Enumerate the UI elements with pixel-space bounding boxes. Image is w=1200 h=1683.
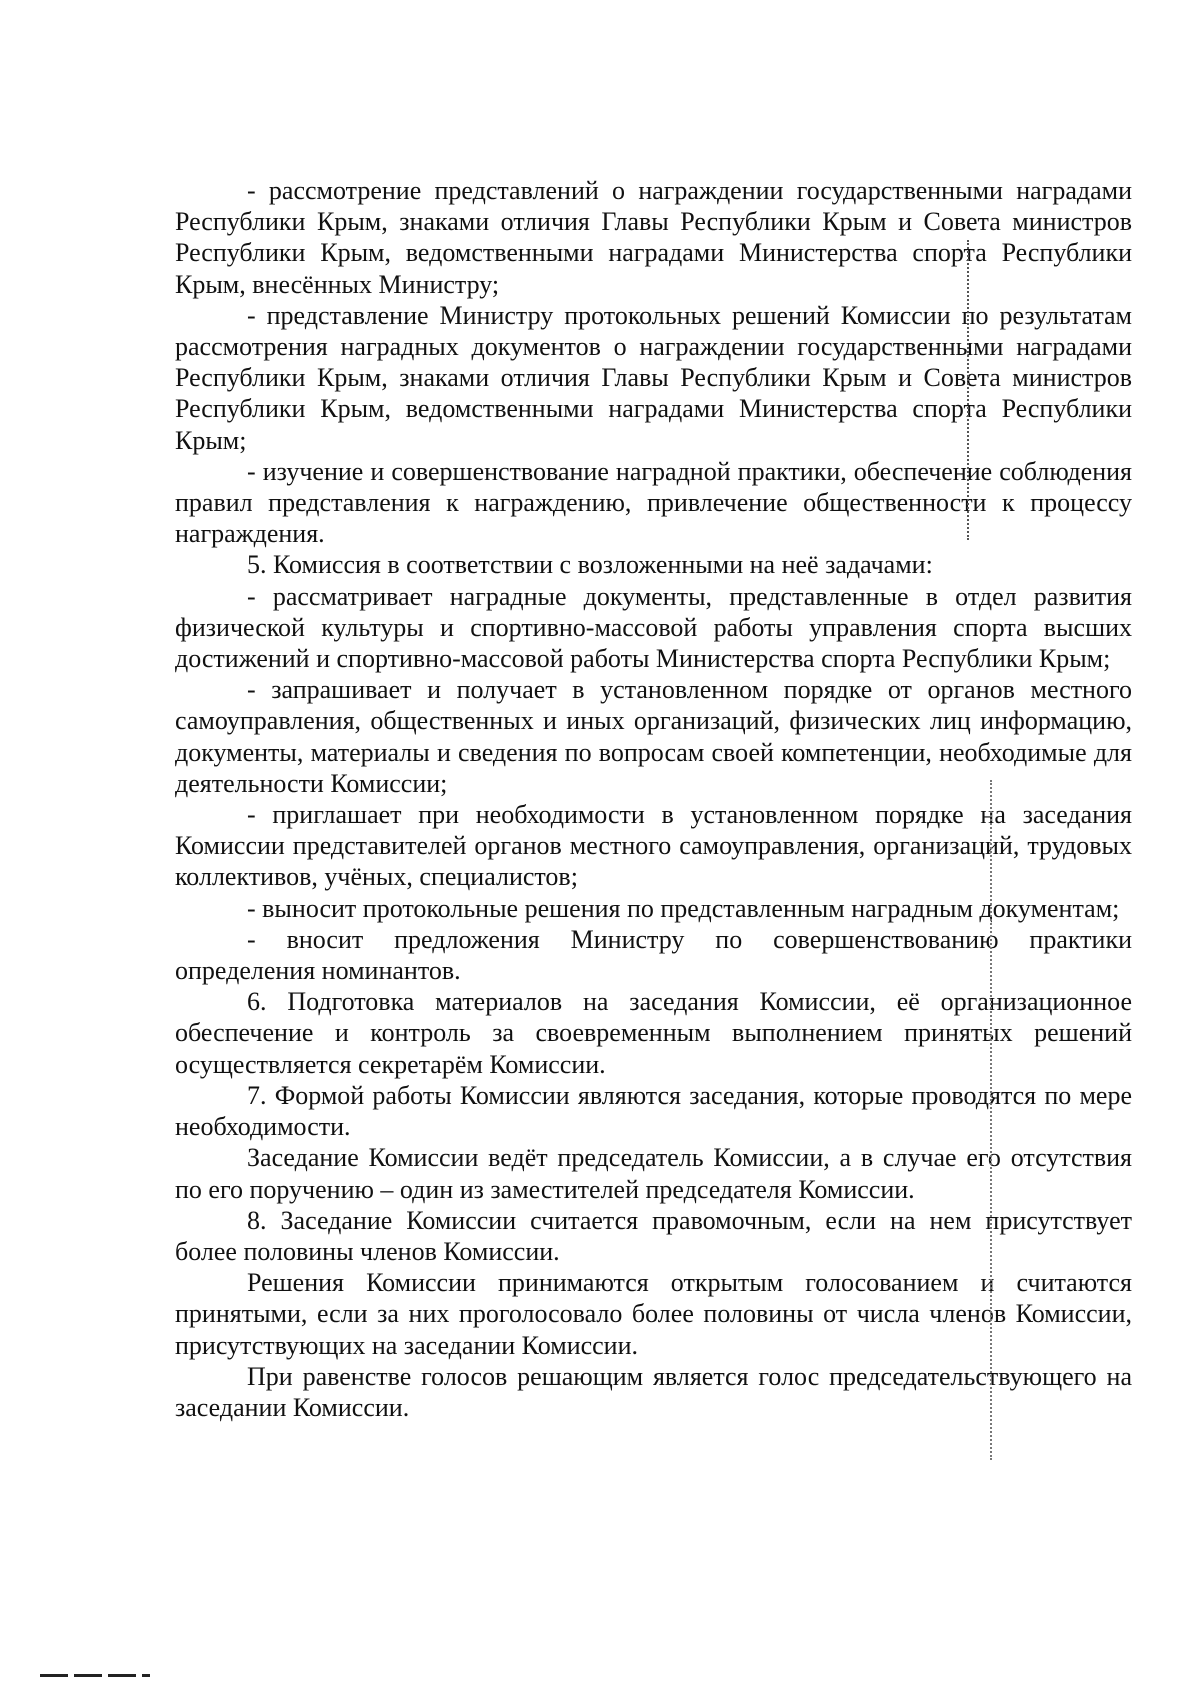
paragraph-decisions: Решения Комиссии принимаются открытым голосованием и считаются принятыми, если за них проголосовало более половины от числа членов Комиссии, присутствующих на заседании Комиссии. <box>175 1268 1132 1360</box>
paragraph-item-6: - приглашает при необходимости в установленном порядке на заседания Комиссии представителей органов местного самоуправления, организаций, трудовых коллективов, учёных, специалистов; <box>175 800 1132 892</box>
paragraph-section-8: 8. Заседание Комиссии считается правомочным, если на нем присутствует более половины членов Комиссии. <box>175 1205 1132 1266</box>
paragraph-tie-vote: При равенстве голосов решающим является голос председательствующего на заседании Комиссии. <box>175 1361 1132 1422</box>
paragraph-item-4: - рассматривает наградные документы, представленные в отдел развития физической культуры и спортивно-массовой работы управления спорта высших достижений и спортивно-массовой работы Министерства спорта Республики Крым; <box>175 581 1132 674</box>
scan-artifact-line-lower <box>990 780 992 1460</box>
paragraph-item-3: - изучение и совершенствование наградной практики, обеспечение соблюдения правил представления к награждению, привлечение общественности к процессу награждения. <box>175 456 1132 549</box>
paragraph-item-5: - запрашивает и получает в установленном порядке от органов местного самоуправления, общественных и иных организаций, физических лиц информацию, документы, материалы и сведения по вопросам своей компетенции, необходимые для деятельности Комиссии; <box>175 675 1132 798</box>
paragraph-item-2: - представление Министру протокольных решений Комиссии по результатам рассмотрения наградных документов о награждении государственными наградами Республики Крым, знаками отличия Главы Республики Крым и Совета министров Республики Крым, ведомственными наградами Министерства спорта Республики Крым; <box>175 300 1132 455</box>
scan-footer-mark <box>40 1674 150 1677</box>
paragraph-item-7: - выносит протокольные решения по представленным наградным документам; <box>247 893 1120 923</box>
paragraph-section-5: 5. Комиссия в соответствии с возложенными на неё задачами: <box>247 550 933 580</box>
scan-artifact-line <box>967 240 969 540</box>
paragraph-section-7: 7. Формой работы Комиссии являются заседания, которые проводятся по мере необходимости. <box>175 1080 1132 1142</box>
paragraph-section-6: 6. Подготовка материалов на заседания Комиссии, её организационное обеспечение и контроль за своевременным выполнением принятых решений осуществляется секретарём Комиссии. <box>175 987 1132 1079</box>
paragraph-item-1: - рассмотрение представлений о награждении государственными наградами Республики Крым, знаками отличия Главы Республики Крым и Совета министров Республики Крым, ведомственными наградами Министерства спорта Республики Крым, внесённых Министру; <box>175 176 1132 299</box>
paragraph-chair: Заседание Комиссии ведёт председатель Комиссии, а в случае его отсутствия по его поручению – один из заместителей председателя Комиссии. <box>175 1143 1132 1204</box>
document-body <box>175 175 1132 1423</box>
paragraph-item-8: - вносит предложения Министру по совершенствованию практики определения номинантов. <box>175 924 1132 986</box>
